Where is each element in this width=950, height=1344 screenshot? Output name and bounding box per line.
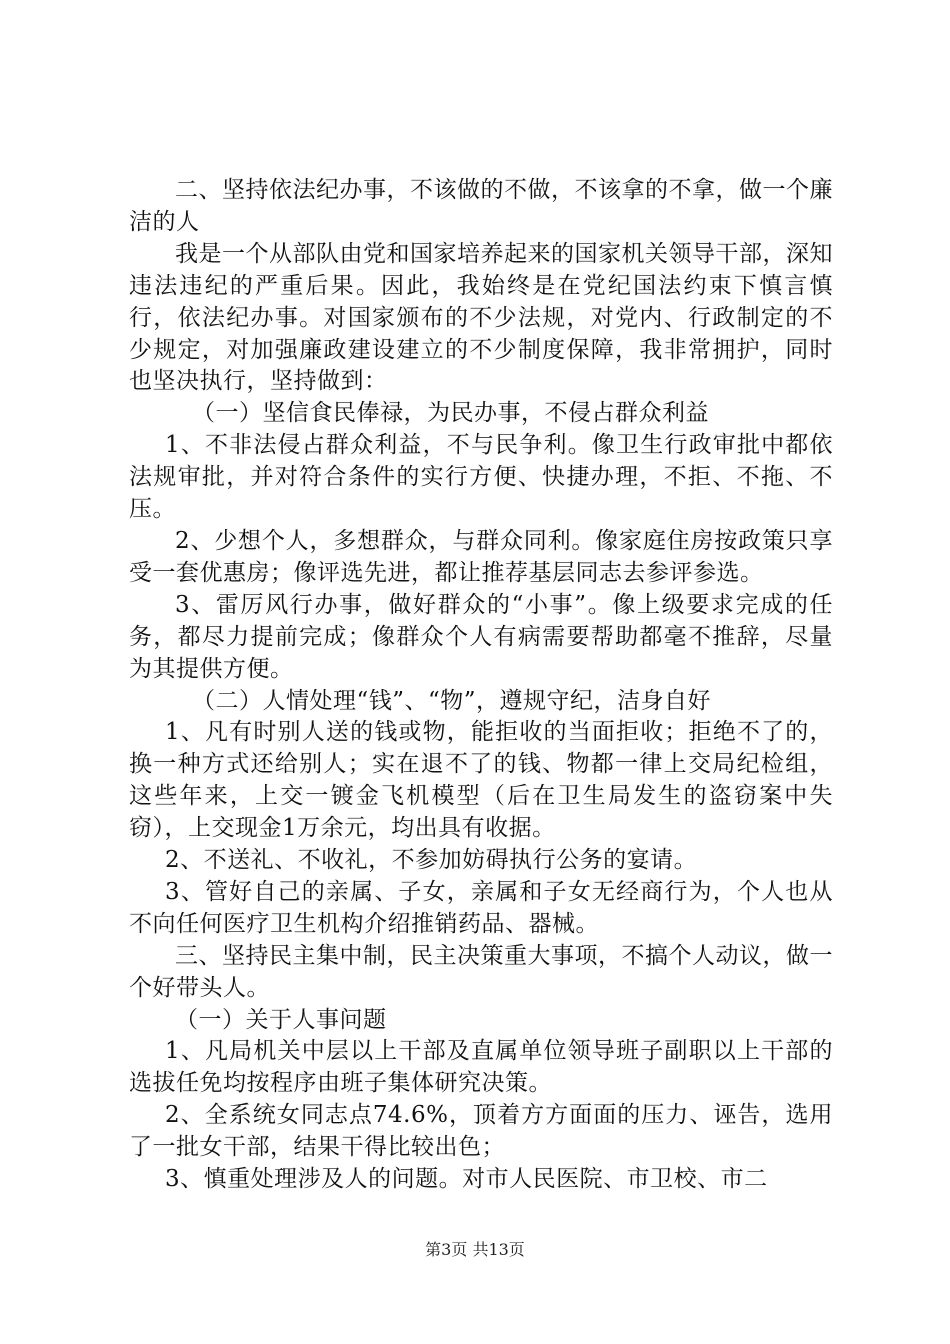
page-number-footer: 第3页 共13页 xyxy=(425,1240,525,1259)
subsection-heading: （一）关于人事问题 xyxy=(175,1006,387,1033)
subsection-heading: （一）坚信食民俸禄，为民办事，不侵占群众利益 xyxy=(192,400,709,427)
list-item: 3、雷厉风行办事，做好群众的“小事”。像上级要求完成的任务，都尽力提前完成；像群众个人有病需要帮助都毫不推辞，尽量为其提供方便。 xyxy=(129,591,833,682)
list-item: 2、少想个人，多想群众，与群众同利。像家庭住房按政策只享受一套优惠房；像评选先进，都让推荐基层同志去参评参选。 xyxy=(129,527,833,586)
list-item: 2、不送礼、不收礼，不参加妨碍执行公务的宴请。 xyxy=(165,847,698,874)
section-heading-2: 二、坚持依法纪办事，不该做的不做，不该拿的不拿，做一个廉洁的人 xyxy=(129,177,833,235)
document-body xyxy=(129,175,833,1196)
subsection-heading: （二）人情处理“钱”、“物”，遵规守纪，洁身自好 xyxy=(192,687,712,714)
list-item: 2、全系统女同志点74.6%，顶着方方面面的压力、诬告，选用了一批女干部，结果干得比较出色； xyxy=(129,1102,833,1161)
list-item: 1、不非法侵占群众利益，不与民争利。像卫生行政审批中都依法规审批，并对符合条件的实行方便、快捷办理，不拒、不拖、不压。 xyxy=(129,432,833,523)
list-item: 1、凡有时别人送的钱或物，能拒收的当面拒收；拒绝不了的，换一种方式还给别人；实在退不了的钱、物都一律上交局纪检组，这些年来，上交一镀金飞机模型（后在卫生局发生的盗窃案中失窃），上交现金1万余元，均出具有收据。 xyxy=(129,719,833,842)
body-paragraph: 我是一个从部队由党和国家培养起来的国家机关领导干部，深知违法违纪的严重后果。因此，我始终是在党纪国法约束下慎言慎行，依法纪办事。对国家颁布的不少法规，对党内、行政制定的不少规定，对加强廉政建设建立的不少制度保障，我非常拥护，同时也坚决执行，坚持做到： xyxy=(129,240,833,395)
section-heading-3: 三、坚持民主集中制，民主决策重大事项，不搞个人动议，做一个好带头人。 xyxy=(129,942,833,1001)
list-item: 3、慎重处理涉及人的问题。对市人民医院、市卫校、市二 xyxy=(165,1166,768,1193)
list-item: 1、凡局机关中层以上干部及直属单位领导班子副职以上干部的选拔任免均按程序由班子集体研究决策。 xyxy=(129,1038,833,1097)
list-item: 3、管好自己的亲属、子女，亲属和子女无经商行为，个人也从不向任何医疗卫生机构介绍推销药品、器械。 xyxy=(129,878,833,937)
